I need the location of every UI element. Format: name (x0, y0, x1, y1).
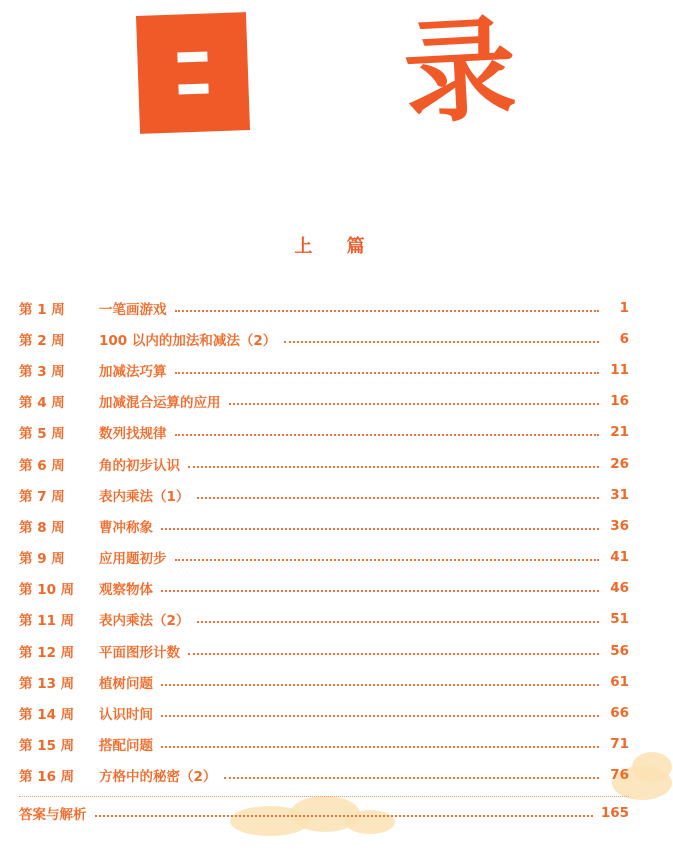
toc-title: 曹冲称象 (99, 519, 153, 536)
toc-page-number: 26 (610, 455, 629, 472)
toc-title: 方格中的秘密（2） (99, 769, 217, 786)
toc-leader-dots (161, 715, 599, 717)
toc-leader-dots (284, 341, 599, 343)
toc-title: 答案与解析 (19, 806, 87, 823)
toc-title: 认识时间 (99, 707, 153, 724)
toc-row-answers[interactable] (19, 797, 629, 828)
title-char-mu-block (136, 12, 250, 134)
toc-title: 表内乘法（1） (99, 488, 190, 505)
toc-leader-dots (175, 310, 600, 312)
toc-week: 第 16 周 (19, 769, 75, 786)
toc-leader-dots (175, 559, 600, 561)
toc-week: 第 2 周 (19, 332, 65, 349)
toc-page-number: 71 (610, 736, 629, 753)
toc-row[interactable] (19, 604, 629, 635)
toc-leader-dots (197, 621, 599, 623)
toc-leader-dots (161, 746, 599, 748)
toc-week: 第 5 周 (19, 426, 65, 443)
toc-row[interactable] (19, 292, 629, 323)
toc-page-number: 51 (610, 611, 629, 628)
toc-week: 第 1 周 (19, 301, 65, 318)
toc-page-number: 165 (600, 804, 629, 821)
toc-page-number: 46 (610, 580, 629, 597)
toc-row[interactable] (19, 448, 629, 479)
toc-row[interactable] (19, 323, 629, 354)
toc-page-number: 16 (610, 393, 629, 410)
toc-page-number: 21 (610, 424, 629, 441)
toc-page-number: 36 (610, 517, 629, 534)
title-area (0, 0, 673, 165)
toc-page-number: 66 (610, 705, 629, 722)
toc-page-number: 56 (610, 642, 629, 659)
toc-leader-dots (224, 777, 599, 779)
toc-page-number: 6 (619, 330, 629, 347)
toc-title: 角的初步认识 (99, 457, 180, 474)
toc-page-number: 1 (619, 299, 629, 316)
toc-title: 植树问题 (99, 675, 153, 692)
toc-week: 第 8 周 (19, 519, 65, 536)
toc-title: 搭配问题 (99, 738, 153, 755)
toc-title: 加减混合运算的应用 (99, 395, 221, 412)
toc-page-number: 76 (610, 767, 629, 784)
toc-leader-dots (188, 653, 599, 655)
toc-leader-dots (188, 466, 599, 468)
toc-week: 第 11 周 (19, 613, 75, 630)
toc-week: 第 4 周 (19, 395, 65, 412)
toc-page-number: 61 (610, 673, 629, 690)
toc-leader-dots (161, 590, 599, 592)
toc-row[interactable] (19, 510, 629, 541)
toc-week: 第 6 周 (19, 457, 65, 474)
toc-leader-dots (161, 684, 599, 686)
toc-row[interactable] (19, 542, 629, 573)
toc-leader-dots (161, 528, 599, 530)
toc-list (19, 292, 629, 791)
title-char-lu: 录 (400, 4, 520, 140)
toc-title: 数列找规律 (99, 426, 167, 443)
toc-title: 平面图形计数 (99, 644, 180, 661)
toc-page-number: 11 (610, 361, 629, 378)
toc-row[interactable] (19, 354, 629, 385)
toc-title: 100 以内的加法和减法（2） (99, 332, 277, 349)
toc-leader-dots (95, 815, 593, 817)
toc-row[interactable] (19, 760, 629, 791)
toc-row[interactable] (19, 417, 629, 448)
cloud-decoration (632, 752, 672, 782)
toc-week: 第 10 周 (19, 582, 75, 599)
toc-title: 应用题初步 (99, 551, 167, 568)
title-char-mu-text (0, 0, 1, 1)
toc-title: 表内乘法（2） (99, 613, 190, 630)
toc-leader-dots (229, 403, 600, 405)
toc-answers (19, 797, 629, 828)
toc-title: 一笔画游戏 (99, 301, 167, 318)
toc-page-number: 31 (610, 486, 629, 503)
toc-page-number: 41 (610, 549, 629, 566)
toc-row[interactable] (19, 729, 629, 760)
toc-row[interactable] (19, 386, 629, 417)
toc-leader-dots (175, 434, 600, 436)
toc-row[interactable] (19, 666, 629, 697)
section-heading: 上 篇 (294, 236, 379, 257)
toc-week: 第 14 周 (19, 707, 75, 724)
toc-row[interactable] (19, 573, 629, 604)
toc-week: 第 12 周 (19, 644, 75, 661)
toc-week: 第 13 周 (19, 675, 75, 692)
toc-row[interactable] (19, 697, 629, 728)
toc-week: 第 15 周 (19, 738, 75, 755)
toc-row[interactable] (19, 635, 629, 666)
toc-leader-dots (197, 497, 599, 499)
toc-week: 第 9 周 (19, 551, 65, 568)
toc-row[interactable] (19, 479, 629, 510)
toc-week: 第 7 周 (19, 488, 65, 505)
toc-leader-dots (175, 372, 600, 374)
toc-title: 加减法巧算 (99, 363, 167, 380)
toc-title: 观察物体 (99, 582, 153, 599)
toc-week: 第 3 周 (19, 363, 65, 380)
